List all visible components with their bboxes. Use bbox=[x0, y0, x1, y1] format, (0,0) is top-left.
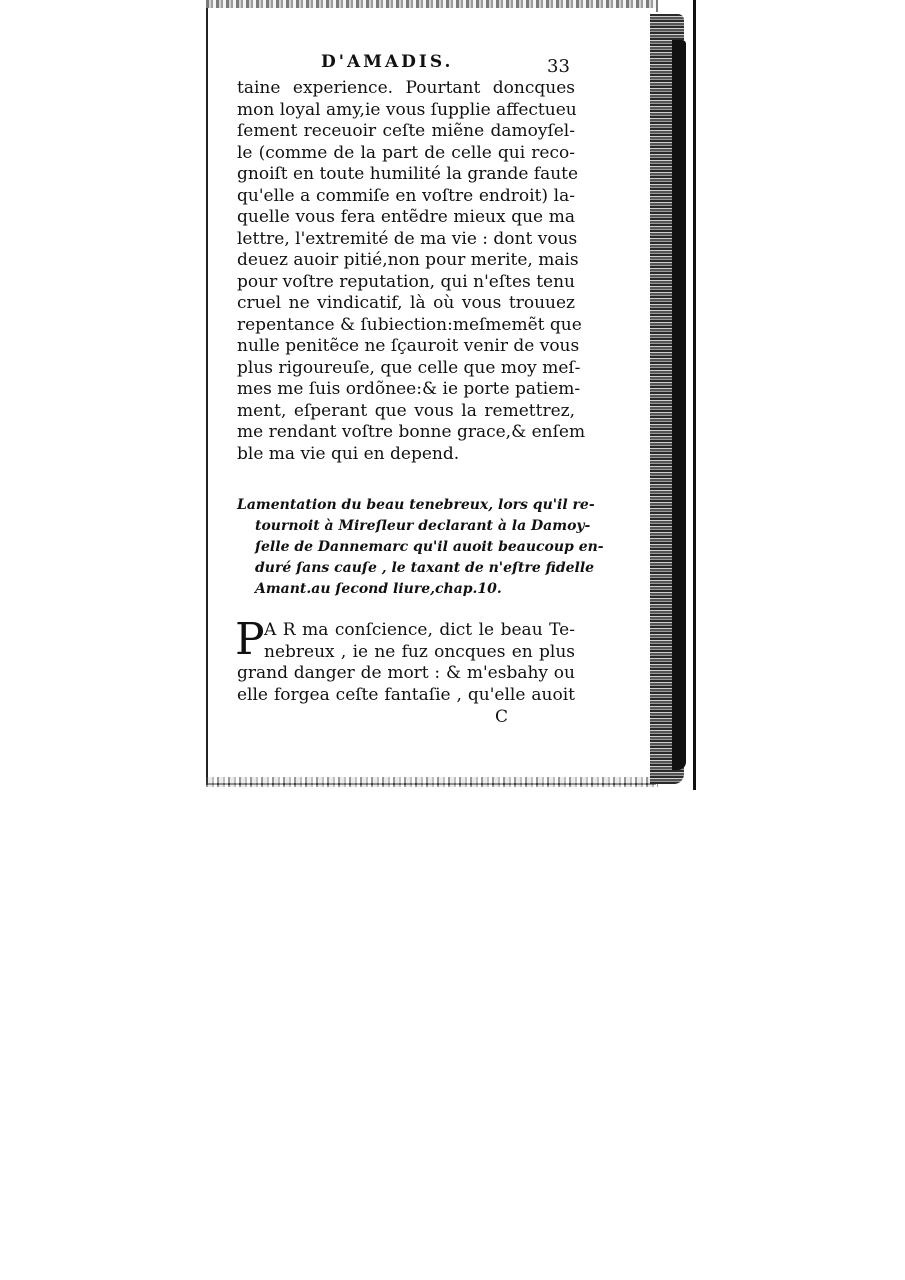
catchword-text: C bbox=[495, 707, 509, 727]
text-line: repentance & ſubiection:meſmemẽt que bbox=[237, 314, 582, 335]
book-binding-shadow bbox=[672, 40, 686, 770]
text-line: quelle vous fera entẽdre mieux que ma bbox=[237, 207, 575, 227]
catchword bbox=[237, 706, 575, 728]
text-line: A R ma conſcience, dict le beau Te- bbox=[264, 620, 575, 640]
page-number: 33 bbox=[547, 56, 570, 77]
text-line: le (comme de la part de celle qui reco- bbox=[237, 142, 575, 163]
text-line: pour voſtre reputation, qui n'eſtes tenu bbox=[237, 271, 575, 292]
text-line: mon loyal amy,ie vous ſupplie affectueu bbox=[237, 99, 577, 120]
page-text bbox=[235, 52, 604, 728]
page-bottom-edge bbox=[206, 777, 658, 787]
text-line: nulle penitẽce ne ſçauroit venir de vous bbox=[237, 336, 580, 356]
text-line: taine experience. Pourtant doncques bbox=[237, 78, 575, 98]
drop-cap: P bbox=[235, 614, 265, 665]
heading-line: duré ſans cauſe , le taxant de n'eſtre fidelle bbox=[255, 560, 595, 576]
heading-line: ſelle de Dannemarc qu'il auoit beaucoup en- bbox=[255, 539, 604, 555]
text-line: deuez auoir pitié,non pour merite, mais bbox=[237, 250, 579, 270]
text-line: nebreux , ie ne fuz oncques en plus bbox=[264, 641, 575, 662]
text-line: cruel ne vindicatif, là où vous trouuez bbox=[237, 293, 575, 313]
text-line: ſement receuoir ceſte miẽne damoyſel- bbox=[237, 121, 575, 141]
page-header bbox=[237, 52, 575, 78]
text-line: ble ma vie qui en depend. bbox=[237, 443, 460, 464]
text-line: elle forgea ceſte fantaſie , qu'elle auoit bbox=[237, 684, 575, 705]
heading-line: Lamentation du beau tenebreux, lors qu'il re- bbox=[237, 497, 595, 513]
letter-paragraph bbox=[237, 78, 586, 465]
text-line: ment, eſperant que vous la remettrez, bbox=[237, 400, 575, 421]
text-line: lettre, l'extremité de ma vie : dont vous bbox=[237, 228, 578, 249]
text-line: me rendant voſtre bonne grace,& enſem bbox=[237, 422, 586, 442]
text-line: plus rigoureuſe, que celle que moy meſ- bbox=[237, 357, 581, 378]
section-heading bbox=[237, 495, 604, 600]
text-line: qu'elle a commiſe en voſtre endroit) la- bbox=[237, 185, 575, 206]
text-line: gnoiſt en toute humilité la grande faute bbox=[237, 164, 579, 184]
heading-line: Amant.au ſecond liure,chap.10. bbox=[255, 581, 502, 597]
heading-line: tournoit à Mireſleur declarant à la Damoy- bbox=[255, 518, 591, 534]
scan-border-line bbox=[693, 0, 696, 790]
running-title: D'AMADIS. bbox=[321, 52, 454, 72]
text-line: grand danger de mort : & m'esbahy ou bbox=[237, 663, 575, 683]
text-line: mes me ſuis ordõnee:& ie porte patiem- bbox=[237, 379, 581, 399]
lamentation-paragraph bbox=[235, 614, 575, 706]
